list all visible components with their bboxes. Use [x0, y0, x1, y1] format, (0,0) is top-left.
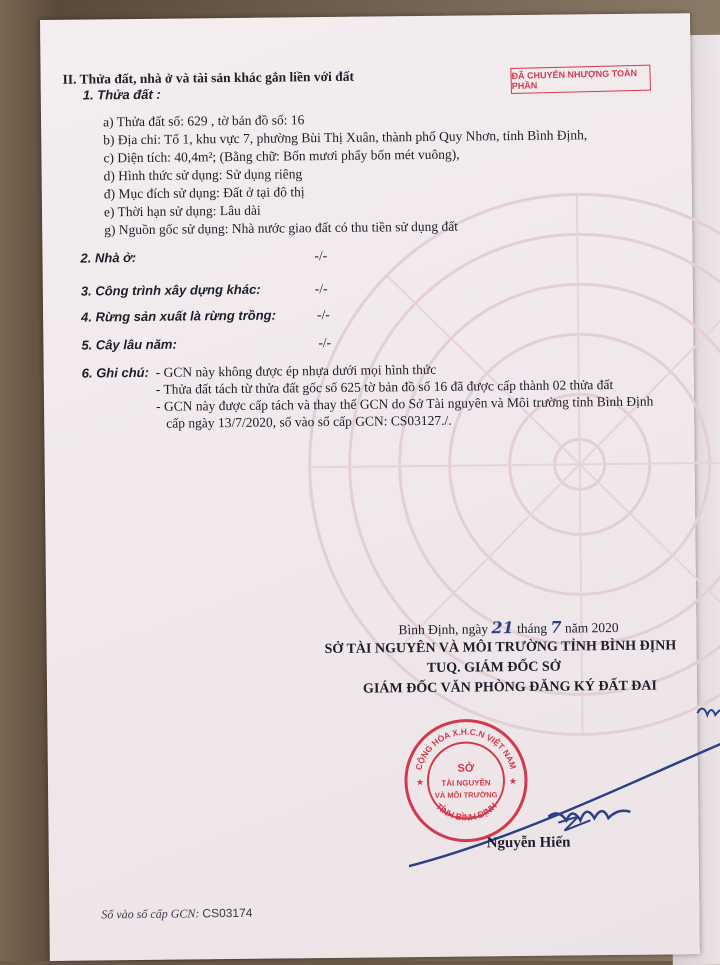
land-line-d: d) Hình thức sử dụng: Sử dụng riêng [103, 166, 303, 184]
signature-tuq: TUQ. GIÁM ĐỐC SỞ [426, 659, 561, 676]
date-place: Bình Định, ngày [398, 621, 489, 638]
registry-label: Số vào sổ cấp GCN: [101, 906, 200, 922]
signer-name: Nguyễn Hiến [486, 834, 571, 852]
land-line-c: c) Diện tích: 40,4m²; (Bằng chữ: Bốn mươi phẩy bốn mét vuông), [103, 146, 460, 166]
svg-text:TÀI NGUYÊN: TÀI NGUYÊN [441, 778, 491, 788]
svg-text:★: ★ [415, 777, 425, 788]
item-construction-label: 3. Công trình xây dựng khác: [80, 281, 261, 299]
svg-text:TỈNH BÌNH ĐỊNH: TỈNH BÌNH ĐỊNH [433, 800, 499, 823]
notes-line-1: - GCN này không được ép nhựa dưới mọi hình thức [155, 361, 437, 380]
svg-text:CỘNG HÒA X.H.C.N VIỆT NAM: CỘNG HÒA X.H.C.N VIỆT NAM [413, 726, 519, 772]
transferred-stamp [510, 65, 651, 94]
signature-org: SỞ TÀI NGUYÊN VÀ MÔI TRƯỜNG TỈNH BÌNH ĐỊNH [324, 638, 677, 658]
registry-number: CS03174 [202, 905, 253, 921]
land-line-dd: đ) Mục đích sử dụng: Đất ở tại đô thị [103, 184, 305, 202]
item-trees-value: -/- [318, 334, 332, 351]
notes-line-2: - Thửa đất tách từ thửa đất gốc số 625 tờ bản đồ số 16 đã được cấp thành 02 thửa đất [155, 377, 614, 397]
handwritten-signature-icon [407, 693, 720, 887]
date-line [398, 617, 618, 638]
date-month: 7 [550, 617, 562, 637]
svg-text:SỞ: SỞ [457, 762, 475, 775]
land-line-e: e) Thời hạn sử dụng: Lâu dài [103, 202, 261, 220]
land-line-b: b) Địa chỉ: Tổ 1, khu vực 7, phường Bùi Thị Xuân, thành phố Quy Nhơn, tỉnh Bình Định, [103, 127, 588, 148]
item-trees-label: 5. Cây lâu năm: [81, 336, 177, 353]
land-line-g: g) Nguồn gốc sử dụng: Nhà nước giao đất có thu tiền sử dụng đất [104, 218, 459, 238]
date-day: 21 [491, 618, 514, 638]
svg-text:VÀ MÔI TRƯỜNG: VÀ MÔI TRƯỜNG [434, 790, 498, 800]
transferred-stamp-text: ĐÃ CHUYỂN NHƯỢNG TOÀN PHẦN [511, 67, 638, 92]
land-line-a: a) Thửa đất số: 629 , tờ bản đồ số: 16 [102, 112, 305, 130]
item-forest-label: 4. Rừng sản xuất là rừng trồng: [81, 307, 276, 325]
date-year: năm 2020 [564, 619, 619, 636]
item-house-value: -/- [314, 248, 328, 264]
certificate-page [40, 13, 700, 961]
svg-text:★: ★ [508, 776, 518, 787]
date-month-word: tháng [516, 620, 548, 637]
signature-title: GIÁM ĐỐC VĂN PHÒNG ĐĂNG KÝ ĐẤT ĐAI [362, 678, 657, 697]
item-forest-value: -/- [317, 306, 330, 323]
item-house-label: 2. Nhà ở: [80, 250, 137, 266]
land-heading: 1. Thửa đất : [82, 86, 161, 103]
section-title: II. Thửa đất, nhà ở và tài sản khác gắn liền với đất [62, 68, 355, 87]
notes-line-3: - GCN này được cấp tách và thay thế GCN do Sở Tài nguyên và Môi trường tỉnh Bình Định [155, 393, 654, 414]
notes-line-4: cấp ngày 13/7/2020, số vào sổ cấp GCN: CS03127./. [166, 412, 452, 431]
item-construction-value: -/- [314, 281, 328, 297]
registry-line [101, 906, 252, 923]
notes-label: 6. Ghi chú: [81, 364, 149, 381]
